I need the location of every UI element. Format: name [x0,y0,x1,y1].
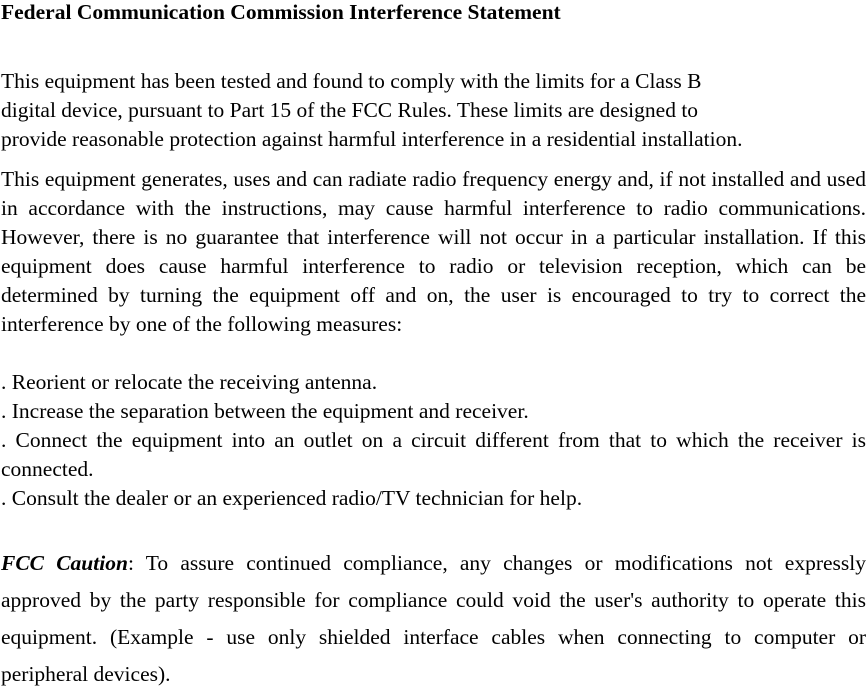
measure-item-separation: . Increase the separation between the equipment and receiver. [1,399,529,423]
compliance-paragraph [1,67,866,154]
compliance-line: digital device, pursuant to Part 15 of the FCC Rules. These limits are designed to [1,98,699,122]
measures-list [1,368,866,513]
document-title: Federal Communication Commission Interference Statement [1,0,561,24]
fcc-caution-separator: : [127,551,134,575]
fcc-caution-paragraph [1,545,866,693]
measure-item-reorient: . Reorient or relocate the receiving antenna. [1,370,378,394]
fcc-caution-text: To assure continued compliance, any changes or modifications not expressly approved by the party responsible for compliance could void the user's authority to operate this equipment. (Example - use only shielded interface cables when connecting to computer or peripheral devices). [1,551,866,686]
measure-item-outlet: . Connect the equipment into an outlet on a circuit different from that to which the receiver is connected. [1,428,866,481]
interference-paragraph: This equipment generates, uses and can radiate radio frequency energy and, if not installed and used in accordance with the instructions, may cause harmful interference to radio communications. However, there is no guarantee that interference will not occur in a particular installation. If this equipment does cause harmful interference to radio or television reception, which can be determined by turning the equipment off and on, the user is encouraged to try to correct the interference by one of the following measures: [1,167,866,336]
compliance-line: This equipment has been tested and found to comply with the limits for a Class B [1,69,702,93]
compliance-line: provide reasonable protection against harmful interference in a residential installation. [1,127,743,151]
fcc-caution-label: FCC Caution [1,551,128,575]
measure-item-consult: . Consult the dealer or an experienced radio/TV technician for help. [1,486,583,510]
